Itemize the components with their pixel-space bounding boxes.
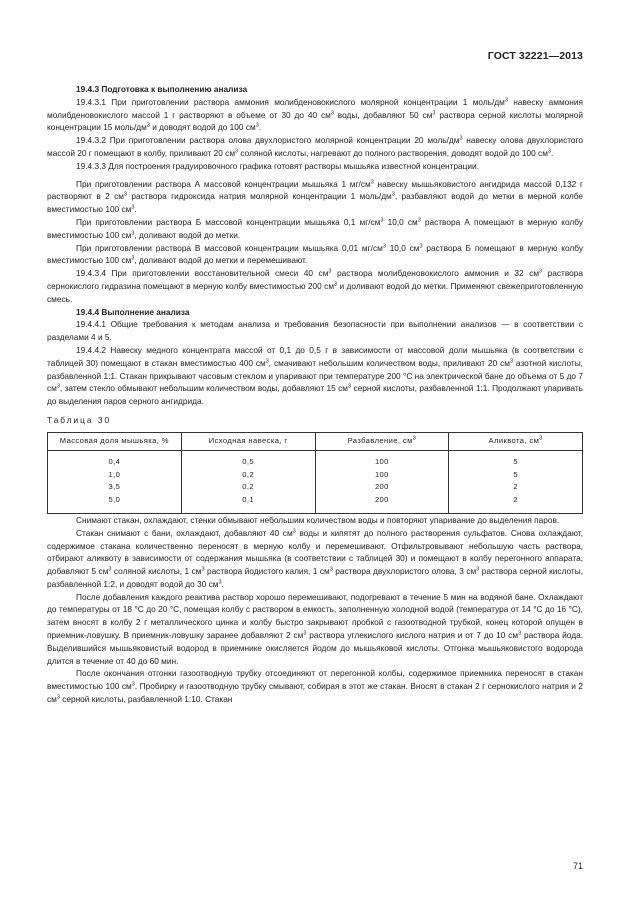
paragraph-19-4-3-4: 19.4.3.4 При приготовлении восстановительной смеси 40 $см^3$ раствора молибденовокислого аммония и 32 $см^3$ раствора сернокислого гидразина помещают в мерную колбу вместимостью 200 $см^3$ и доливают водой до метки. Применяют свежеприготовленную смесь. xyxy=(47,268,583,304)
column-header: Исходная навеска, г xyxy=(181,432,315,450)
table-row xyxy=(48,494,583,513)
table-cell: 1,0 xyxy=(48,469,182,482)
standard-code-header: ГОСТ 32221—2013 xyxy=(487,50,583,62)
paragraph-19-4-3-3: 19.4.3.3 Для построения градуировочного графика готовят растворы мышьяка известной концентрации. xyxy=(76,160,479,171)
table-cell: 5,0 xyxy=(48,494,182,513)
table-header-row xyxy=(48,432,583,450)
table-cell: 0,1 xyxy=(181,494,315,513)
page-number: 71 xyxy=(572,861,583,871)
table-row xyxy=(48,469,583,482)
table-cell: 0,2 xyxy=(181,481,315,494)
paragraph-after-table-3: После добавления каждого реактива раствор хорошо перемешивают, подогревают в течение 5 мин на водяной бане. Охлаждают до температуры от 18 °С до 20 °С, помещая колбу с раствором в емкость, заполненную холодной водой (температура от 14 °С до 16 °С), затем вносят в колбу 2 г металлического цинка и колбу быстро закрывают пробкой с газоотводной трубкой, конец которой опущен в приемник-ловушку. В приемник-ловушку заранее добавляют 2 $см^3$ раствора углекислого кислого натрия и от 7 до 10 $см^3$ раствора йода. Выделившийся мышьяковистый водород в приемнике окисляется йодом до мышьяковой кислоты. Отгонка мышьяковистого водорода длится в течение от 40 до 60 мин. xyxy=(47,591,584,666)
table-cell: 100 xyxy=(315,469,449,482)
paragraph-after-table-2: Стакан снимают с бани, охлаждают, добавляют 40 $см^3$ воды и кипятят до полного растворения сульфатов. Снова охлаждают, содержимое стакана количественно переносят в мерную колбу и перемешивают. Отфильтровывают небольшую часть раствора, отбирают аликвоту в зависимости от содержания мышьяка (в соответствии с таблицей 30) и помещают в колбу перегонного аппарата, добавляют 5 $см^3$ соляной кислоты, 1 $см^3$ раствора йодистого калия, 1 $см^3$ раствора двухлористого олова, 3 $см^3$ раствора серной кислоты, разбавленной 1:2, и доводят водой до 30 $см^3$. xyxy=(47,527,583,589)
table-30 xyxy=(47,432,583,514)
table-cell: 5 xyxy=(449,456,583,469)
paragraph-solution-a: При приготовлении раствора А массовой концентрации мышьяка 1 $мг/см^3$ навеску мышьяковистого ангидрида массой 0,132 г растворяют в 2 $см^3$ раствора гидроксида натрия молярной концентрации 1 моль/$дм^3$, разбавляют водой до метки в мерной колбе вместимостью 100 $см^3$. xyxy=(47,178,583,215)
table-cell: 5 xyxy=(449,469,583,482)
table-cell: 2 xyxy=(449,481,583,494)
table-caption: Таблица 30 xyxy=(47,414,112,425)
table-cell: 0,4 xyxy=(48,456,182,469)
table-cell: 0,5 xyxy=(181,456,315,469)
paragraph-19-4-4-2: 19.4.4.2 Навеску медного концентрата массой от 0,1 до 0,5 г в зависимости от массовой доли мышьяка (в соответствии с таблицей 30) помещают в стакан вместимостью 400 $см^3$, смачивают небольшим количеством воды, приливают 20 $см^3$ азотной кислоты, разбавленной 1:1. Стакан прикрывают часовым стеклом и упаривают при температуре 200 °С на электрической бане до объема от 5 до 7 $см^3$, затем стекло обмывают небольшим количеством воды, добавляют 15 $см^3$ серной кислоты, разбавленной 1:1. Продолжают упаривать до выделения паров серного ангидрида. xyxy=(47,344,583,407)
paragraph-19-4-3-1: 19.4.3.1 При приготовлении раствора аммония молибденовокислого молярной концентрации 1 моль/$дм^3$ навеску аммония молибденовокислого массой 1 г растворяют в объеме от 30 до 40 $см^3$ воды, добавляют 50 $см^3$ раствора серной кислоты молярной концентрации 15 моль/$дм^3$ и доводят водой до 100 $см^3$. xyxy=(47,96,583,133)
table-cell: 3,5 xyxy=(48,481,182,494)
table-cell: 2 xyxy=(449,494,583,513)
table-cell: 100 xyxy=(315,456,449,469)
column-header: Разбавление, $см^3$ xyxy=(315,432,449,450)
section-heading-19-4-3: 19.4.3 Подготовка к выполнению анализа xyxy=(76,84,248,94)
table-cell: 200 xyxy=(315,494,449,513)
paragraph-solution-b: При приготовлении раствора Б массовой концентрации мышьяка 0,1 $мг/см^3$ 10,0 $см^3$ раствора А помещают в мерную колбу вместимостью 100 $см^3$, доливают водой до метки. xyxy=(47,216,583,240)
paragraph-after-table-1: Снимают стакан, охлаждают, стенки обмывают небольшим количеством воды и повторяют упаривание до выделения паров. xyxy=(76,514,560,525)
table-row xyxy=(48,456,583,469)
column-header: Аликвота, $см^3$ xyxy=(449,432,583,450)
column-header: Массовая доля мышьяка, % xyxy=(48,432,182,450)
table-cell: 200 xyxy=(315,481,449,494)
table-row xyxy=(48,481,583,494)
paragraph-solution-v: При приготовлении раствора В массовой концентрации мышьяка 0,01 $мг/см^3$ 10,0 $см^3$ раствора Б помещают в мерную колбу вместимостью 100 $см^3$, доливают водой до метки и перемешивают. xyxy=(47,242,583,266)
paragraph-19-4-4-1: 19.4.4.1 Общие требования к методам анализа и требования безопасности при выполнении анализов — в соответствии с разделами 4 и 5. xyxy=(47,319,583,343)
paragraph-after-table-4: После окончания отгонки газоотводную трубку отсоединяют от перегонной колбы, содержимое приемника переносят в стакан вместимостью 100 $см^3$. Пробирку и газоотводную трубку смывают, собирая в этот же стакан. Вносят в стакан 2 г сернокислого натрия и 2 $см^3$ серной кислоты, разбавленной 1:10. Стакан xyxy=(47,668,583,705)
document-body xyxy=(47,83,583,706)
table-cell: 0,2 xyxy=(181,469,315,482)
section-heading-19-4-4: 19.4.4 Выполнение анализа xyxy=(76,306,190,317)
paragraph-19-4-3-2: 19.4.3.2 При приготовлении раствора олова двухлористого молярной концентрации 20 моль/$дм^3$ навеску олова двухлористого массой 20 г помещают в колбу, приливают 20 $см^3$ соляной кислоты, нагревают до полного растворения, доводят водой до 100 $см^3$. xyxy=(47,135,583,158)
